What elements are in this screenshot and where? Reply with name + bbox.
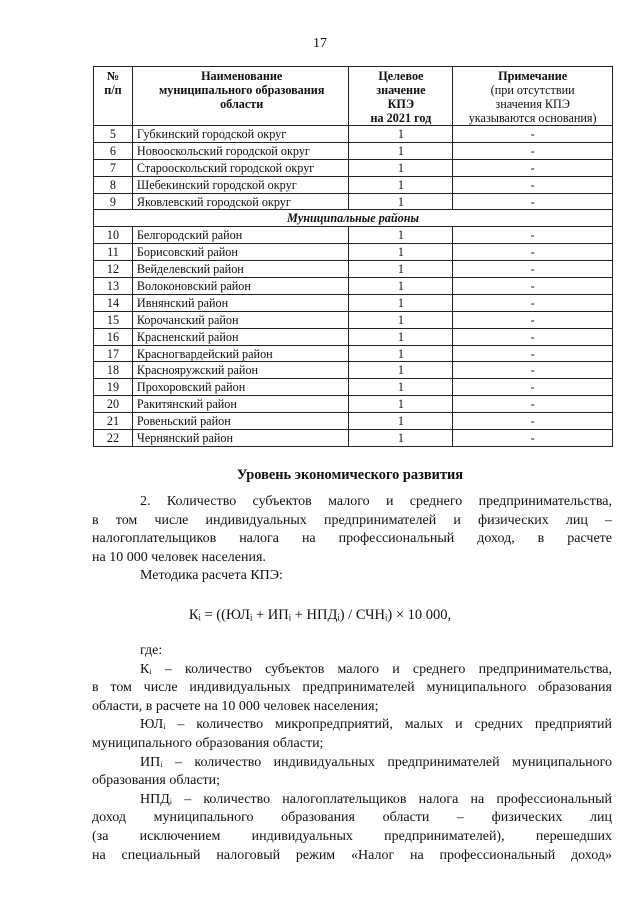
para2-line: в том числе индивидуальных предпринимателей и физических лиц –	[92, 512, 612, 528]
row-municipality: Красненский район	[132, 328, 349, 345]
row-municipality: Яковлевский городской округ	[132, 193, 349, 210]
row-number: 9	[94, 193, 133, 210]
header-municipality: Наименование муниципального образования области	[132, 67, 349, 126]
table-row	[94, 362, 613, 379]
table-row	[94, 193, 613, 210]
row-number: 16	[94, 328, 133, 345]
row-note: -	[453, 328, 613, 345]
row-number: 12	[94, 261, 133, 278]
definition-line: муниципального образования области;	[92, 735, 324, 751]
section-title: Муниципальные районы	[94, 210, 613, 227]
definition-item	[92, 791, 612, 865]
definition-item	[92, 754, 612, 791]
row-note: -	[453, 379, 613, 396]
table-row	[94, 345, 613, 362]
row-target-value: 1	[349, 227, 453, 244]
definition-line: Кᵢ – количество субъектов малого и среднего предпринимательства,	[140, 661, 612, 677]
table-row	[94, 176, 613, 193]
table-row	[94, 379, 613, 396]
row-note: -	[453, 244, 613, 261]
row-number: 22	[94, 430, 133, 447]
table-row	[94, 328, 613, 345]
para2-line: 2. Количество субъектов малого и среднего предпринимательства,	[140, 494, 612, 509]
row-number: 18	[94, 362, 133, 379]
row-municipality: Белгородский район	[132, 227, 349, 244]
table-row	[94, 126, 613, 143]
table-row	[94, 159, 613, 176]
definition-line: ЮЛᵢ – количество микропредприятий, малых и средних предприятий	[140, 717, 612, 733]
header-number: № п/п	[94, 67, 133, 126]
definition-line: (за исключением индивидуальных предпринимателей), перешедших	[92, 828, 612, 844]
definition-line: в том числе индивидуальных предпринимателей муниципального образования	[92, 680, 612, 696]
row-target-value: 1	[349, 244, 453, 261]
definition-item	[92, 716, 612, 753]
row-target-value: 1	[349, 311, 453, 328]
para2-line: на 10 000 человек населения.	[92, 549, 266, 565]
row-municipality: Ивнянский район	[132, 294, 349, 311]
row-note: -	[453, 176, 613, 193]
row-note: -	[453, 126, 613, 143]
row-target-value: 1	[349, 362, 453, 379]
row-municipality: Шебекинский городской округ	[132, 176, 349, 193]
definition-line: ИПᵢ – количество индивидуальных предпринимателей муниципального	[140, 754, 612, 770]
row-municipality: Ракитянский район	[132, 396, 349, 413]
row-target-value: 1	[349, 430, 453, 447]
table-row	[94, 396, 613, 413]
row-target-value: 1	[349, 159, 453, 176]
table-row	[94, 261, 613, 278]
table-row	[94, 311, 613, 328]
row-target-value: 1	[349, 328, 453, 345]
header-target-value: Целевое значение КПЭ на 2021 год	[349, 67, 453, 126]
row-target-value: 1	[349, 278, 453, 295]
row-note: -	[453, 142, 613, 159]
row-number: 19	[94, 379, 133, 396]
kpi-table	[93, 66, 613, 447]
section-row	[94, 210, 613, 227]
row-municipality: Волоконовский район	[132, 278, 349, 295]
table-row	[94, 294, 613, 311]
row-municipality: Корочанский район	[132, 311, 349, 328]
page-number: 17	[313, 36, 327, 51]
definition-line: доход муниципального образования области – физических лиц	[92, 810, 612, 826]
row-municipality: Губкинский городской округ	[132, 126, 349, 143]
row-note: -	[453, 294, 613, 311]
row-number: 5	[94, 126, 133, 143]
row-number: 7	[94, 159, 133, 176]
table-row	[94, 244, 613, 261]
row-note: -	[453, 345, 613, 362]
table-row	[94, 227, 613, 244]
row-number: 8	[94, 176, 133, 193]
where-label: где:	[140, 643, 163, 658]
section-heading: Уровень экономического развития	[236, 467, 464, 483]
row-number: 20	[94, 396, 133, 413]
table-row	[94, 430, 613, 447]
row-number: 10	[94, 227, 133, 244]
row-target-value: 1	[349, 193, 453, 210]
definition-line: образования области;	[92, 773, 221, 789]
row-municipality: Красногвардейский район	[132, 345, 349, 362]
row-number: 21	[94, 413, 133, 430]
row-target-value: 1	[349, 126, 453, 143]
method-label: Методика расчета КПЭ:	[140, 568, 283, 584]
row-note: -	[453, 430, 613, 447]
row-target-value: 1	[349, 261, 453, 278]
row-target-value: 1	[349, 176, 453, 193]
row-municipality: Борисовский район	[132, 244, 349, 261]
row-municipality: Чернянский район	[132, 430, 349, 447]
definitions	[92, 642, 612, 865]
table-header-row	[94, 67, 613, 126]
row-municipality: Ровеньский район	[132, 413, 349, 430]
definitions-list	[92, 661, 612, 866]
row-number: 15	[94, 311, 133, 328]
row-target-value: 1	[349, 294, 453, 311]
row-number: 11	[94, 244, 133, 261]
row-target-value: 1	[349, 379, 453, 396]
definition-line: НПДᵢ – количество налогоплательщиков налога на профессиональный	[140, 791, 612, 807]
formula: Кᵢ = ((ЮЛᵢ + ИПᵢ + НПДᵢ) / СЧНᵢ) × 10 000,	[188, 607, 452, 623]
row-note: -	[453, 261, 613, 278]
row-number: 6	[94, 142, 133, 159]
row-note: -	[453, 362, 613, 379]
row-note: -	[453, 396, 613, 413]
row-note: -	[453, 227, 613, 244]
row-note: -	[453, 311, 613, 328]
definition-item	[92, 661, 612, 717]
row-target-value: 1	[349, 396, 453, 413]
row-municipality: Старооскольский городской округ	[132, 159, 349, 176]
definition-line: области, в расчете на 10 000 человек населения;	[92, 698, 379, 714]
table-row	[94, 142, 613, 159]
row-note: -	[453, 159, 613, 176]
row-municipality: Новооскольский городской округ	[132, 142, 349, 159]
row-municipality: Прохоровский район	[132, 379, 349, 396]
row-note: -	[453, 193, 613, 210]
row-target-value: 1	[349, 345, 453, 362]
row-municipality: Краснояружский район	[132, 362, 349, 379]
row-target-value: 1	[349, 413, 453, 430]
header-note: Примечание (при отсутствии значения КПЭ указываются основания)	[453, 67, 613, 126]
table-row	[94, 278, 613, 295]
row-number: 14	[94, 294, 133, 311]
row-number: 17	[94, 345, 133, 362]
para2-line: налогоплательщиков налога на профессиональный доход, в расчете	[92, 531, 612, 547]
row-target-value: 1	[349, 142, 453, 159]
paragraph-2	[92, 493, 612, 586]
row-note: -	[453, 278, 613, 295]
row-number: 13	[94, 278, 133, 295]
definition-line: на специальный налоговый режим «Налог на профессиональный доход»	[92, 847, 612, 863]
table-row	[94, 413, 613, 430]
table-body-raions	[94, 227, 613, 447]
row-note: -	[453, 413, 613, 430]
table-body-districts	[94, 126, 613, 210]
row-municipality: Вейделевский район	[132, 261, 349, 278]
